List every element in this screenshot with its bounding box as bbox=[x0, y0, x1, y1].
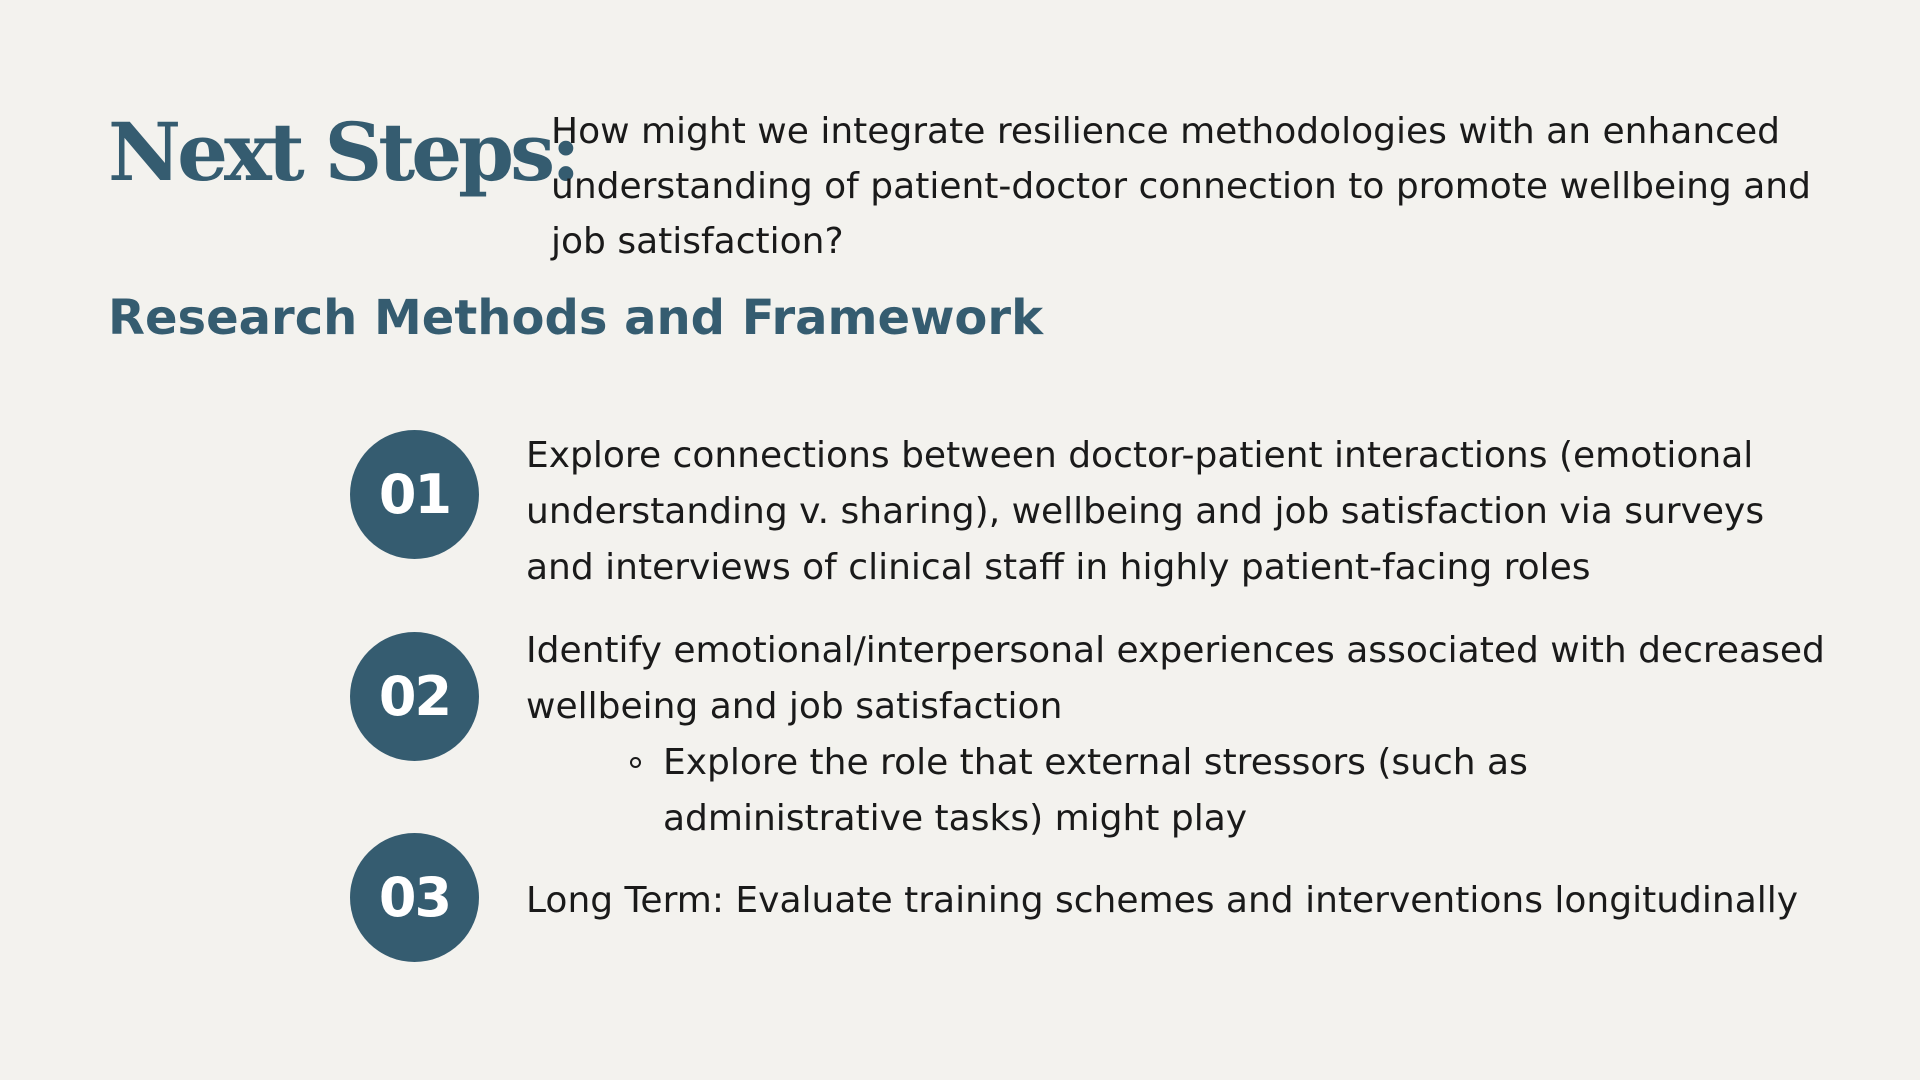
section-subtitle: Research Methods and Framework bbox=[108, 290, 1043, 346]
step-number-badge-01: 01 bbox=[350, 430, 479, 559]
step-number-badge-03: 03 bbox=[350, 833, 479, 962]
step-02-sub-list bbox=[620, 735, 1780, 847]
step-text-03: Long Term: Evaluate training schemes and interventions longitudinally bbox=[526, 880, 1799, 921]
step-text-02: Identify emotional/interpersonal experiences associated with decreased wellbeing and job satisfaction bbox=[526, 630, 1825, 727]
list-item bbox=[620, 735, 1780, 847]
step-text-01: Explore connections between doctor-patient interactions (emotional understanding v. sharing), wellbeing and job satisfaction via surveys and interviews of clinical staff in highly patient-facing roles bbox=[526, 435, 1765, 588]
sub-item-text: Explore the role that external stressors (such as administrative tasks) might play bbox=[663, 742, 1528, 839]
slide-title: Next Steps: bbox=[108, 105, 577, 199]
step-number-badge-02: 02 bbox=[350, 632, 479, 761]
hollow-circle-bullet-icon bbox=[630, 757, 641, 768]
research-question: How might we integrate resilience methodologies with an enhanced understanding of patient-doctor connection to promote wellbeing and job satisfaction? bbox=[551, 111, 1811, 262]
